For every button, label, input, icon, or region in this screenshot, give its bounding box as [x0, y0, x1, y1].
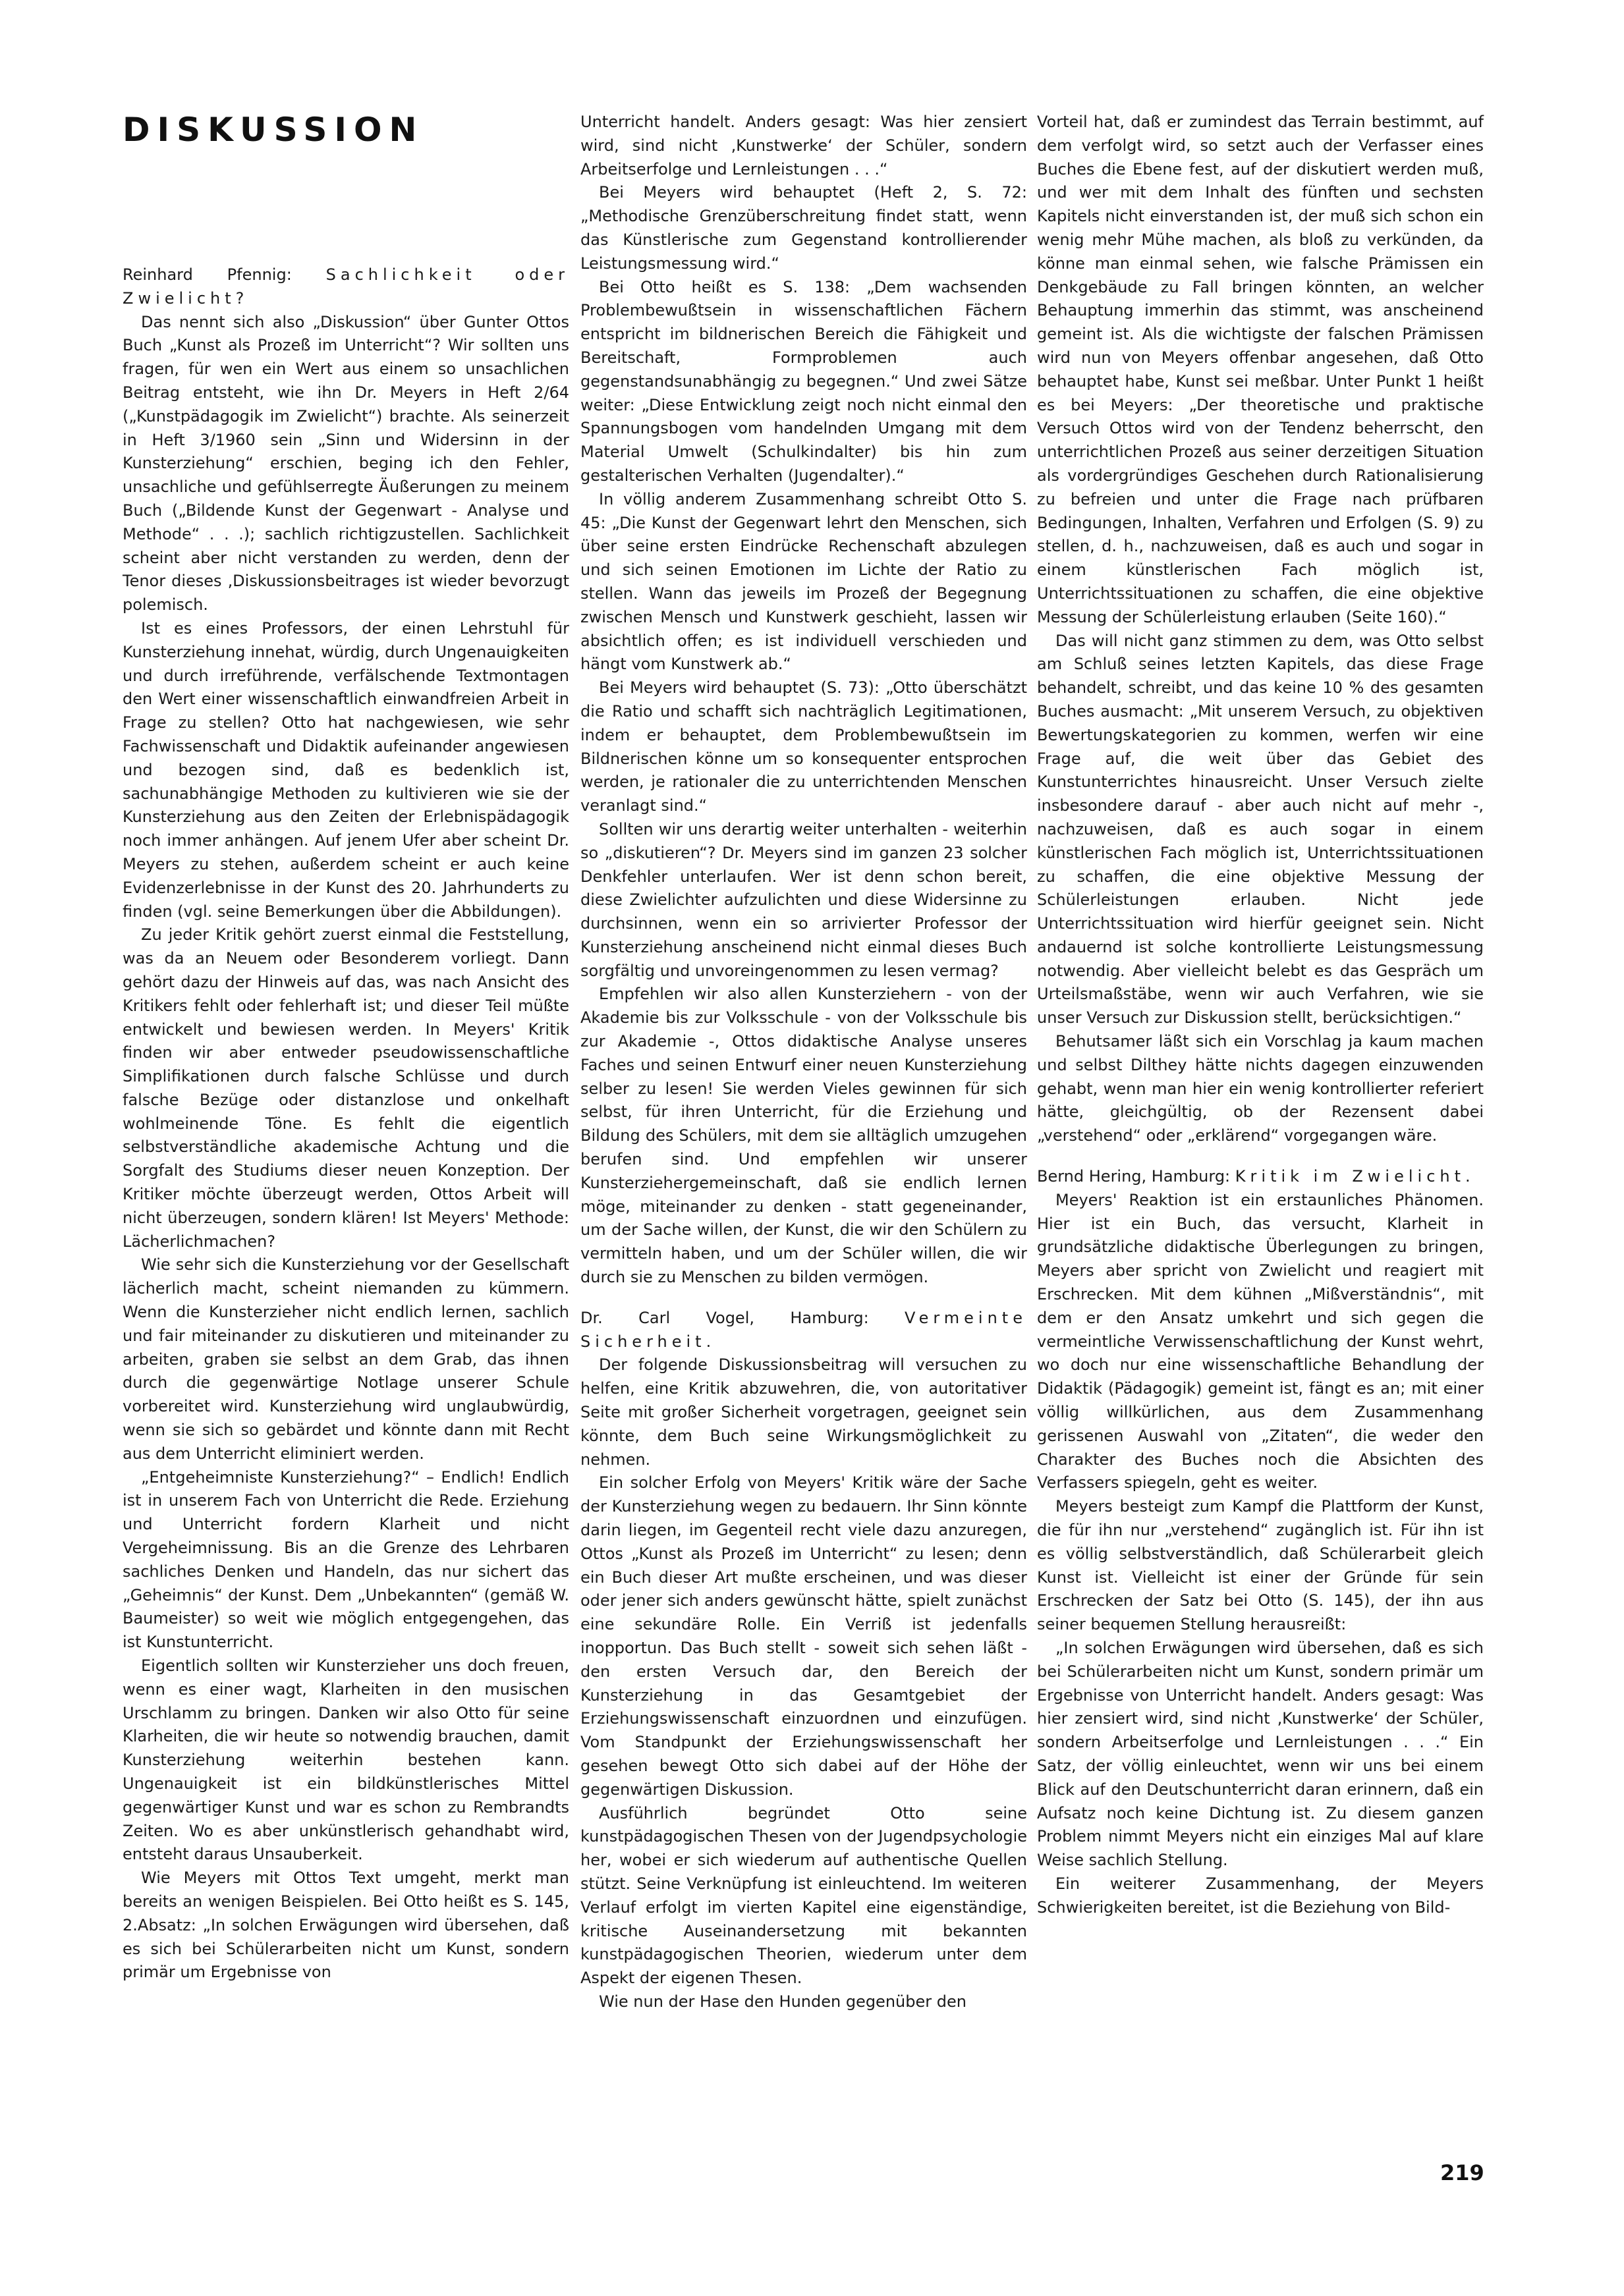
paragraph: Eigentlich sollten wir Kunsterzieher uns doch freuen, wenn es einer wagt, Klarheiten in den musischen Urschlamm zu bringen. Danken wir also Otto für seine Klarheiten, die wir heute so notwendig brauchen, damit Kunsterziehung weiterhin bestehen kann. Ungenauigkeit ist ein bildkünstlerisches Mittel gegenwärtiger Kunst und war es schon zu Rembrandts Zeiten. Wo es aber unkünstlerisch gehandhabt wird, entsteht daraus Unsauberkeit. [123, 1656, 569, 1864]
paragraph: Wie sehr sich die Kunsterziehung vor der Gesellschaft lächerlich macht, scheint niemanden zu kümmern. Wenn die Kunsterzieher nicht endlich lernen, sachlich und fair miteinander zu diskutieren und miteinander zu arbeiten, graben sie selbst an dem Grab, das ihnen durch die gegenwärtige Notlage unserer Schule vorbereitet wird. Kunsterziehung wird unglaubwürdig, wenn sie sich so gebärdet und könnte dann mit Recht aus dem Unterricht eliminiert werden. [123, 1255, 569, 1463]
byline-title: Kritik im Zwielicht. [1235, 1167, 1475, 1186]
page-heading: DISKUSSION [123, 111, 424, 149]
byline-author: Dr. Carl Vogel, Hamburg: [580, 1308, 869, 1327]
paragraph: Ein solcher Erfolg von Meyers' Kritik wäre der Sache der Kunsterziehung wegen zu bedauern. Ihr Sinn könnte darin liegen, im Gegenteil recht viele dazu anzuregen, Ottos „Kunst als Prozeß im Unterricht“ zu lesen; denn ein Buch dieser Art mußte erscheinen, und was dieser oder jener sich anders gewünscht hätte, spielt zunächst eine sekundäre Rolle. Ein Verriß ist jedenfalls inopportun. Das Buch stellt - soweit sich sehen läßt - den ersten Versuch dar, den Bereich der Kunsterziehung in das Gesamtgebiet der Erziehungswissenschaft einzuordnen und einzufügen. Vom Standpunkt der Erziehungswissenschaft her gesehen bewegt Otto sich dabei auf der Höhe der gegenwärtigen Diskussion. [580, 1473, 1027, 1799]
byline-title: Vermeinte Sicherheit. [580, 1308, 1027, 1351]
paragraph: Bei Meyers wird behauptet (S. 73): „Otto überschätzt die Ratio und schafft sich nachträglich Legitimationen, indem er behauptet, dem Problembewußtsein im Bildnerischen könne um so konsequenter entsprochen werden, je rationaler die zu unterrichtenden Menschen veranlagt sind.“ [580, 678, 1027, 815]
byline-author: Reinhard Pfennig: [123, 265, 292, 284]
paragraph: Wie Meyers mit Ottos Text umgeht, merkt man bereits an wenigen Beispielen. Bei Otto heißt es S. 145, 2.Absatz: „In solchen Erwägungen wird übersehen, daß es sich bei Schülerarbeiten nicht um Kunst, sondern primär um Ergebnisse von [123, 1869, 569, 1982]
column-1 [123, 263, 569, 1984]
byline [123, 263, 569, 311]
paragraph: Das nennt sich also „Diskussion“ über Gunter Ottos Buch „Kunst als Prozeß im Unterricht“? Wir sollten uns fragen, für wen ein Wert aus einem so unsachlichen Beitrag entsteht, wie ihn Dr. Meyers in Heft 2/64 („Kunstpädagogik im Zwielicht“) brachte. Als seinerzeit in Heft 3/1960 sein „Sinn und Widersinn in der Kunsterziehung“ erschien, beging ich den Fehler, unsachliche und gefühlserregte Äußerungen zu meinem Buch („Bildende Kunst der Gegenwart - Analyse und Methode“ . . .); sachlich richtigzustellen. Sachlichkeit scheint aber nicht verstanden zu werden, denn der Tenor dieses ‚Diskussionsbeitrages ist wieder bevorzugt polemisch. [123, 312, 569, 615]
byline-author: Bernd Hering, Hamburg: [1037, 1167, 1231, 1186]
byline [580, 1307, 1027, 1354]
paragraph: „In solchen Erwägungen wird übersehen, daß es sich bei Schülerarbeiten nicht um Kunst, sondern primär um Ergebnisse von Unterricht handelt. Anders gesagt: Was hier zensiert wird, sind nicht ‚Kunstwerke‘ der Schüler, sondern Arbeitserfolge und Lernleistungen . . .“ Ein Satz, der völlig einleuchtet, wenn wir uns bei einem Blick auf den Deutschunterricht daran erinnern, daß ein Aufsatz noch keine Dichtung ist. Zu diesem ganzen Problem nimmt Meyers nicht ein einziges Mal auf klare Weise sachlich Stellung. [1037, 1639, 1484, 1870]
column-2 [580, 111, 1027, 2014]
paragraph: Das will nicht ganz stimmen zu dem, was Otto selbst am Schluß seines letzten Kapitels, das diese Frage behandelt, schreibt, und das keine 10 % des gesamten Buches ausmacht: „Mit unserem Versuch, zu objektiven Bewertungskategorien zu kommen, werfen wir eine Frage auf, die weit über das Gebiet des Kunstunterrichtes hinausreicht. Unser Versuch zielte insbesondere darauf - aber auch nicht auf mehr -, nachzuweisen, daß es auch sogar in einem künstlerischen Fach möglich ist, Unterrichtssituationen zu schaffen, die eine objektive Messung der Schülerleistungen erlauben. Nicht jede Unterrichtssituation wird hierfür geeignet sein. Nicht andauernd ist solche kontrollierte Leistungsmessung notwendig. Aber vielleicht belebt es das Gespräch um Urteilsmaßstäbe, wenn wir auch Verfahren, wie sie unser Versuch zur Diskussion stellt, berücksichtigen.“ [1037, 631, 1484, 1027]
paragraph: Bei Meyers wird behauptet (Heft 2, S. 72: „Methodische Grenzüberschreitung findet statt, wenn das Künstlerische zum Gegenstand kontrollierender Leistungsmessung wird.“ [580, 183, 1027, 273]
paragraph: Wie nun der Hase den Hunden gegenüber den [599, 1992, 966, 2011]
column-3 [1037, 111, 1484, 1920]
paragraph: Bei Otto heißt es S. 138: „Dem wachsenden Problembewußtsein in wissenschaftlichen Fächern entspricht im bildnerischen Bereich die Fähigkeit und Bereitschaft, Formproblemen auch gegenstandsunabhängig zu begegnen.“ Und zwei Sätze weiter: „Diese Entwicklung zeigt noch nicht einmal den Spannungsbogen vom handelnden Umgang mit dem Material Umwelt (Schulkindalter) bis hin zum gestalterischen Verhalten (Jugendalter).“ [580, 277, 1027, 485]
paragraph: Ausführlich begründet Otto seine kunstpädagogischen Thesen von der Jugendpsychologie her, wobei er sich wiederum auf authentische Quellen stützt. Seine Verknüpfung ist einleuchtend. Im weiteren Verlauf erfolgt im vierten Kapitel eine eigenständige, kritische Auseinandersetzung mit bekannten kunstpädagogischen Theorien, wiederum unter dem Aspekt der eigenen Thesen. [580, 1803, 1027, 1988]
paragraph: Der folgende Diskussionsbeitrag will versuchen zu helfen, eine Kritik abzuwehren, die, von autoritativer Seite mit großer Sicherheit vorgetragen, geeignet sein könnte, dem Buch seine Wirkungsmöglichkeit zu nehmen. [580, 1355, 1027, 1469]
paragraph: In völlig anderem Zusammenhang schreibt Otto S. 45: „Die Kunst der Gegenwart lehrt den Menschen, sich über seine ersten Eindrücke Rechenschaft abzulegen und sich seinen Emotionen im Lichte der Ratio zu stellen. Wann das jeweils im Prozeß der Begegnung zwischen Mensch und Kunstwerk geschieht, lassen wir absichtlich offen; es ist individuell verschieden und hängt vom Kunstwerk ab.“ [580, 489, 1027, 674]
paragraph: Meyers' Reaktion ist ein erstaunliches Phänomen. Hier ist ein Buch, das versucht, Klarheit in grundsätzliche didaktische Überlegungen zu bringen, Meyers aber spricht von Zwielicht und reagiert mit Erschrecken. Mit dem kühnen „Mißverständnis“, mit dem er den Ansatz umkehrt und sich gegen die vermeintliche Verwissenschaftlichung der Kunst wehrt, wo doch nur eine wissenschaftliche Behandlung der Didaktik (Pädagogik) gemeint ist, fängt es an; mit einer völlig willkürlichen, aus dem Zusammenhang gerissenen Auswahl von „Zitaten“, die weder den Charakter des Buches noch die Absichten des Verfassers spiegeln, geht es weiter. [1037, 1190, 1484, 1492]
paragraph: „Entgeheimniste Kunsterziehung?“ – Endlich! Endlich ist in unserem Fach von Unterricht die Rede. Erziehung und Unterricht fordern Klarheit und nicht Vergeheimnissung. Bis an die Grenze des Lehrbaren sachliches Denken und Handeln, das nur sichert das „Geheimnis“ der Kunst. Dem „Unbekannten“ (gemäß W. Baumeister) so weit wie möglich entgegengehen, das ist Kunstunterricht. [123, 1467, 569, 1652]
paragraph: Behutsamer läßt sich ein Vorschlag ja kaum machen und selbst Dilthey hätte nichts dagegen einzuwenden gehabt, wenn man hier ein wenig kontrollierter referiert hätte, gleichgültig, ob der Rezensent dabei „verstehend“ oder „erklärend“ vorgegangen wäre. [1037, 1032, 1484, 1145]
page-number: 219 [1440, 2160, 1484, 2185]
byline [1037, 1165, 1484, 1189]
paragraph: Ist es eines Professors, der einen Lehrstuhl für Kunsterziehung innehat, würdig, durch Ungenauigkeiten und durch irreführende, verfälschende Textmontagen den Wert einer wissenschaftlich einwandfreien Arbeit in Frage zu stellen? Otto hat nachgewiesen, wie sehr Fachwissenschaft und Didaktik aufeinander angewiesen und bezogen sind, daß es bedenklich ist, sachunabhängige Methoden zu kultivieren wie sie der Kunsterziehung aus den Zeiten der Erlebnispädagogik noch immer anhängen. Auf jenem Ufer aber scheint Dr. Meyers zu stehen, außerdem scheint er auch keine Evidenzerlebnisse in der Kunst des 20. Jahrhunderts zu finden (vgl. seine Bemerkungen über die Abbildungen). [123, 618, 569, 921]
paragraph: Vorteil hat, daß er zumindest das Terrain bestimmt, auf dem verfolgt wird, so setzt auch der Verfasser eines Buches die Ebene fest, auf der diskutiert werden muß, und wer mit dem Inhalt des fünften und sechsten Kapitels nicht einverstanden ist, der muß sich schon ein wenig mehr Mühe machen, als bloß zu verkünden, da könne man einmal sehen, wie falsche Prämissen ein Denkgebäude zu Fall bringen könnten, an welcher Behauptung immerhin das stimmt, was anscheinend gemeint ist. Als die wichtigste der falschen Prämissen wird nun von Meyers offenbar angesehen, daß Otto behauptet habe, Kunst sei meßbar. Unter Punkt 1 heißt es bei Meyers: „Der theoretische und praktische Versuch Ottos wird von der Tendenz beherrscht, den unterrichtlichen Prozeß aus seiner derzeitigen Situation als vordergründiges Geschehen durch Rationalisierung zu befreien und unter die Frage nach prüfbaren Bedingungen, Inhalten, Verfahren und Erfolgen (S. 9) zu stellen, d. h., nachzuweisen, daß es auch und sogar in einem künstlerischen Fach möglich ist, Unterrichtssituationen zu schaffen, die eine objektive Messung der Schülerleistung erlauben (Seite 160).“ [1037, 113, 1484, 626]
byline-title: Sachlichkeit oder Zwielicht? [123, 265, 569, 308]
paragraph: Sollten wir uns derartig weiter unterhalten - weiterhin so „diskutieren“? Dr. Meyers sind im ganzen 23 solcher Denkfehler unterlaufen. Wer ist denn schon bereit, diese Zwielichter aufzulichten und diese Widersinne zu durchsinnen, wenn ein so arrivierter Professor der Kunsterziehung anscheinend nicht einmal dieses Buch sorgfältig und unvoreingenommen zu lesen vermag? [580, 819, 1027, 980]
paragraph: Meyers besteigt zum Kampf die Plattform der Kunst, die für ihn nur „verstehend“ zugänglich ist. Für ihn ist es völlig selbstverständlich, daß Schülerarbeit gleich Kunst ist. Vielleicht ist einer der Gründe für sein Erschrecken der Satz bei Otto (S. 145), der ihn aus seiner bequemen Stellung herausreißt: [1037, 1497, 1484, 1634]
paragraph: Ein weiterer Zusammenhang, der Meyers Schwierigkeiten bereitet, ist die Beziehung von Bild- [1037, 1874, 1484, 1917]
paragraph: Zu jeder Kritik gehört zuerst einmal die Feststellung, was da an Neuem oder Besonderem vorliegt. Dann gehört dazu der Hinweis auf das, was nach Ansicht des Kritikers fehlt oder fehlerhaft ist; und dieser Teil müßte entwickelt und bewiesen werden. In Meyers' Kritik finden wir aber entweder pseudowissenschaftliche Simplifikationen durch falsche Schlüsse und durch falsche Bezüge oder distanzlose und onkelhaft wohlmeinende Töne. Es fehlt die eigentlich selbstverständliche akademische Achtung und die Sorgfalt des Studiums dieser neuen Konzeption. Der Kritiker möchte überzeugt werden, Ottos Arbeit will nicht überzeugen, sondern klären! Ist Meyers' Methode: Lächerlichmachen? [123, 925, 569, 1251]
paragraph: Empfehlen wir also allen Kunsterziehern - von der Akademie bis zur Volksschule - von der Volksschule bis zur Akademie -, Ottos didaktische Analyse unseres Faches und seinen Entwurf einer neuen Kunsterziehung selber zu lesen! Sie werden Vieles gewinnen für sich selbst, für ihren Unterricht, für die Erziehung und Bildung des Schülers, mit dem sie alltäglich umzugehen berufen sind. Und empfehlen wir unserer Kunsterziehergemeinschaft, daß sie endlich lernen möge, miteinander zu denken - statt gegeneinander, um der Sache willen, der Kunst, die wir den Schülern zu vermitteln haben, und um der Schüler willen, die wir durch sie zu Menschen zu bilden vermögen. [580, 985, 1027, 1287]
paragraph: Unterricht handelt. Anders gesagt: Was hier zensiert wird, sind nicht ‚Kunstwerke‘ der Schüler, sondern Arbeitserfolge und Lernleistungen . . .“ [580, 113, 1027, 178]
